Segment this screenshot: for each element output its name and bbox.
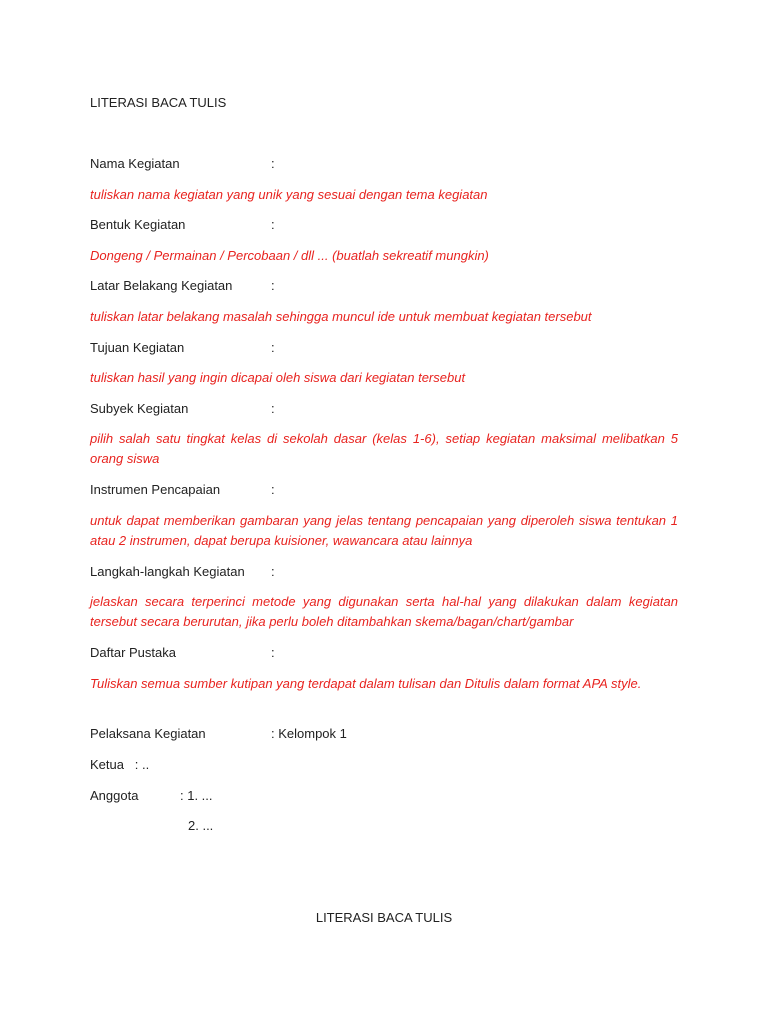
field-colon: : [271, 482, 275, 497]
pelaksana-row [90, 724, 678, 744]
field-hint-bentuk-kegiatan: Dongeng / Permainan / Percobaan / dll ... (buatlah sekreatif mungkin) [90, 248, 489, 263]
field-label-bentuk-kegiatan: Bentuk Kegiatan : [90, 215, 678, 235]
pelaksana-value: : Kelompok 1 [271, 726, 347, 741]
field-label-daftar-pustaka: Daftar Pustaka : [90, 643, 678, 663]
field-label-latar-belakang: Latar Belakang Kegiatan : [90, 276, 678, 296]
next-page-title: LITERASI BACA TULIS [315, 910, 453, 925]
field-colon: : [271, 278, 275, 293]
field-label-subyek-kegiatan: Subyek Kegiatan : [90, 399, 678, 419]
field-hint-nama-kegiatan: tuliskan nama kegiatan yang unik yang sesuai dengan tema kegiatan [90, 187, 488, 202]
field-label-tujuan-kegiatan: Tujuan Kegiatan : [90, 338, 678, 358]
field-colon: : [271, 217, 275, 232]
field-label-instrumen-pencapaian: Instrumen Pencapaian : [90, 480, 678, 500]
field-label-langkah-kegiatan: Langkah-langkah Kegiatan : [90, 562, 678, 582]
field-colon: : [271, 156, 275, 171]
document-title: LITERASI BACA TULIS [90, 95, 227, 110]
anggota-row [90, 786, 678, 806]
field-hint-daftar-pustaka: Tuliskan semua sumber kutipan yang terdapat dalam tulisan dan Ditulis dalam format APA style. [90, 676, 642, 691]
field-colon: : [271, 645, 275, 660]
field-hint-tujuan-kegiatan: tuliskan hasil yang ingin dicapai oleh siswa dari kegiatan tersebut [90, 370, 466, 385]
field-colon: : [271, 564, 275, 579]
ketua-row: Ketua : .. [90, 757, 150, 772]
anggota-label: Anggota [90, 788, 139, 803]
pelaksana-label: Pelaksana Kegiatan [90, 726, 206, 741]
field-hint-latar-belakang: tuliskan latar belakang masalah sehingga muncul ide untuk membuat kegiatan tersebut [90, 309, 592, 324]
field-colon: : [271, 401, 275, 416]
anggota-item-1: : 1. ... [180, 788, 213, 803]
field-hint-instrumen-pencapaian: untuk dapat memberikan gambaran yang jelas tentang pencapaian yang diperoleh siswa tentukan 1 atau 2 instrumen, dapat berupa kuisioner, wawancara atau lainnya [90, 513, 678, 548]
field-colon: : [271, 340, 275, 355]
field-label-nama-kegiatan: Nama Kegiatan : [90, 154, 678, 174]
field-hint-langkah-kegiatan: jelaskan secara terperinci metode yang digunakan serta hal-hal yang dilakukan dalam kegiatan tersebut secara berurutan, jika perlu boleh ditambahkan skema/bagan/chart/gambar [90, 594, 678, 629]
anggota-item-2: 2. ... [188, 818, 214, 833]
field-hint-subyek-kegiatan: pilih salah satu tingkat kelas di sekolah dasar (kelas 1-6), setiap kegiatan maksimal melibatkan 5 orang siswa [90, 431, 678, 466]
